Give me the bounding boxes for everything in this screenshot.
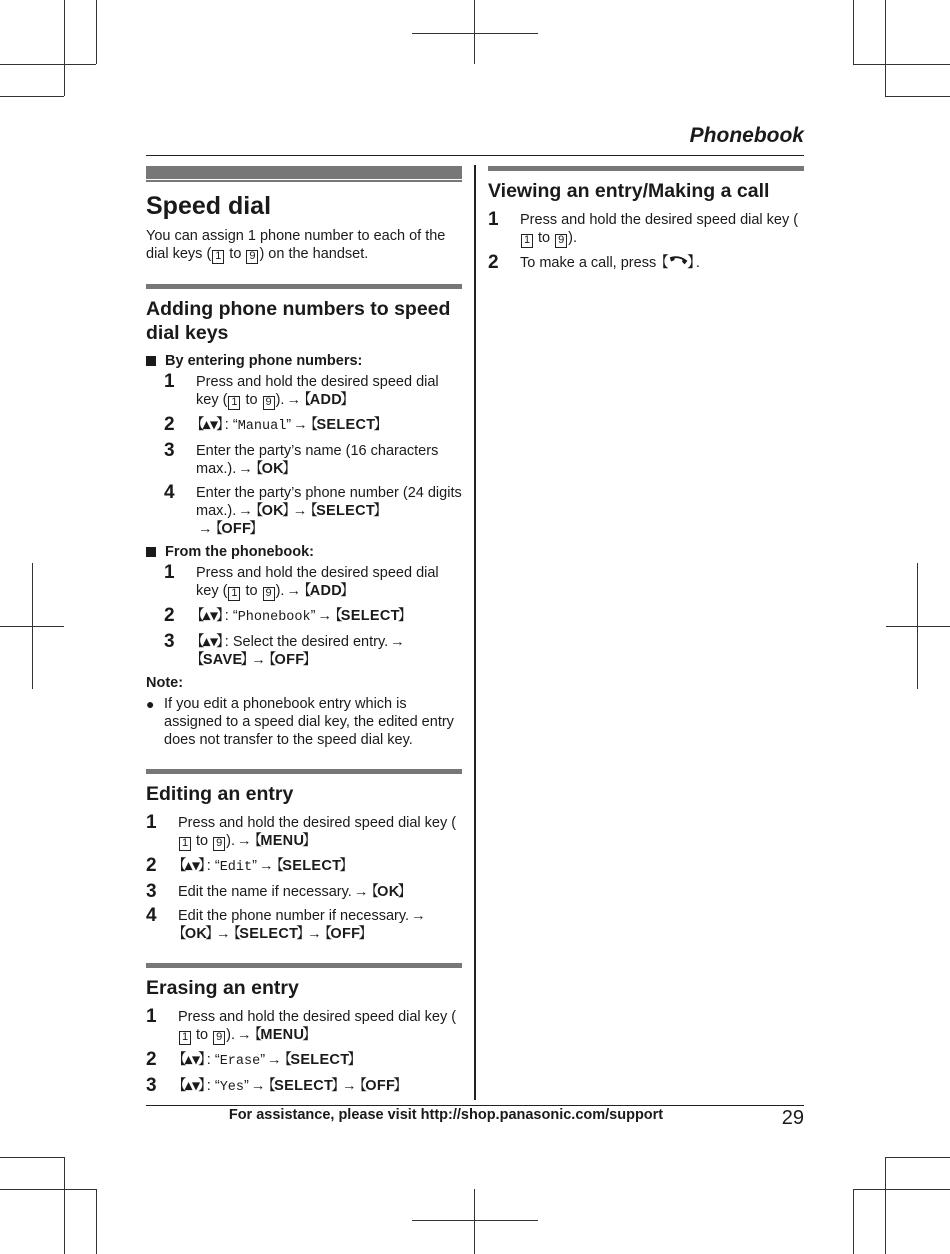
crop-mark (886, 626, 950, 627)
crop-mark (853, 1189, 854, 1254)
crop-mark (0, 64, 96, 65)
section-header: Phonebook (689, 124, 804, 147)
crop-mark (0, 96, 64, 97)
updown-icon: 【 ▴▾ 】 (178, 1052, 207, 1068)
updown-icon: 【 ▴▾ 】 (196, 417, 225, 433)
crop-mark (412, 33, 538, 34)
viewing-title: Viewing an entry/Making a call (488, 180, 770, 202)
crop-mark (96, 0, 97, 64)
note-label: Note: (146, 675, 184, 691)
step: 2 【 ▴▾ 】 : “Manual” →【 SELECT 】 (146, 416, 462, 436)
adding-title: Adding phone numbers to speed dial keys (146, 298, 451, 344)
updown-icon: 【 ▴▾ 】 (178, 1078, 207, 1094)
crop-mark (853, 1189, 950, 1190)
speed-dial-intro: You can assign 1 phone number to each of the dial keys ( 1 to 9 ) on the handset. (146, 228, 446, 262)
note-bullet: ● If you edit a phonebook entry which is assigned to a speed dial key, the edited entry does not transfer to the speed dial key. (146, 696, 454, 748)
step: 2 【 ▴▾ 】 : “Edit” →【 SELECT 】 (146, 857, 462, 877)
step: 1 Press and hold the desired speed dial key (1 to 9 ). →【 MENU 】 (146, 1008, 462, 1045)
section-bar (146, 963, 462, 968)
footer-assistance: For assistance, please visit http://shop.panasonic.com/support (228, 1107, 664, 1123)
step: 3 Edit the name if necessary. →【 OK 】 (146, 883, 462, 901)
bullet-icon: ● (146, 696, 155, 712)
square-bullet-icon (146, 356, 156, 366)
crop-mark (474, 1189, 475, 1254)
step: 2 To make a call, press 【 】. (488, 254, 804, 272)
crop-mark (885, 1157, 886, 1254)
crop-mark (885, 96, 950, 97)
section-bar (146, 284, 462, 289)
crop-mark (474, 0, 475, 64)
from-phonebook-heading: From the phonebook: (146, 544, 462, 560)
step: 3 Enter the party’s name (16 characters max.). →【 OK 】 (146, 442, 462, 478)
section-bar (488, 166, 804, 171)
by-entering-heading: By entering phone numbers: (146, 353, 462, 369)
crop-mark (412, 1220, 538, 1221)
right-column (488, 166, 804, 278)
adding-section (146, 284, 462, 749)
square-bullet-icon (146, 547, 156, 557)
step: 3 【 ▴▾ 】 : Select the desired entry. → 【 SAVE 】 →【 OFF 】 (146, 633, 462, 669)
left-column (146, 166, 462, 1117)
updown-icon: 【 ▴▾ 】 (178, 858, 207, 874)
crop-mark (96, 1189, 97, 1254)
erasing-title: Erasing an entry (146, 977, 299, 999)
updown-icon: 【 ▴▾ 】 (196, 608, 225, 624)
step: 4 Enter the party’s phone number (24 digits max.). →【 OK 】 →【 SELECT 】 →【 OFF 】 (146, 484, 462, 538)
crop-mark (0, 1157, 64, 1158)
step: 2 【 ▴▾ 】 : “Phonebook” →【 SELECT 】 (146, 607, 462, 627)
updown-icon: 【 ▴▾ 】 (196, 634, 225, 650)
header-rule (146, 155, 804, 156)
section-bar (146, 769, 462, 774)
phone-talk-icon (660, 255, 696, 271)
step: 1 Press and hold the desired speed dial key (1 to 9 ). →【 MENU 】 (146, 814, 462, 851)
crop-mark (885, 1157, 950, 1158)
column-divider (474, 165, 476, 1100)
section-bar (146, 166, 462, 180)
editing-section (146, 769, 462, 943)
footer-rule (146, 1105, 804, 1106)
step: 2 【 ▴▾ 】 : “Erase” →【 SELECT 】 (146, 1051, 462, 1071)
crop-mark (853, 0, 854, 64)
crop-mark (64, 0, 65, 96)
erasing-section (146, 963, 462, 1097)
dial-key-9: 9 (246, 250, 258, 264)
step: 3 【 ▴▾ 】 : “Yes” →【 SELECT 】 →【 OFF 】 (146, 1077, 462, 1097)
crop-mark (853, 64, 950, 65)
crop-mark (0, 626, 64, 627)
speed-dial-section (146, 166, 462, 264)
speed-dial-title: Speed dial (146, 192, 272, 220)
step: 1 Press and hold the desired speed dial key ( 1 to 9 ). →【 ADD 】 (146, 373, 462, 410)
crop-mark (0, 1189, 96, 1190)
page-number: 29 (781, 1107, 804, 1129)
crop-mark (885, 0, 886, 96)
step: 4 Edit the phone number if necessary. → 【 OK 】 →【 SELECT 】 →【 OFF 】 (146, 907, 462, 943)
editing-title: Editing an entry (146, 783, 294, 805)
crop-mark (64, 1157, 65, 1254)
dial-key-1: 1 (212, 250, 224, 264)
step: 1 Press and hold the desired speed dial key (1 to 9 ). (488, 209, 799, 246)
step: 1 Press and hold the desired speed dial key ( 1 to 9 ). →【 ADD 】 (146, 564, 462, 601)
